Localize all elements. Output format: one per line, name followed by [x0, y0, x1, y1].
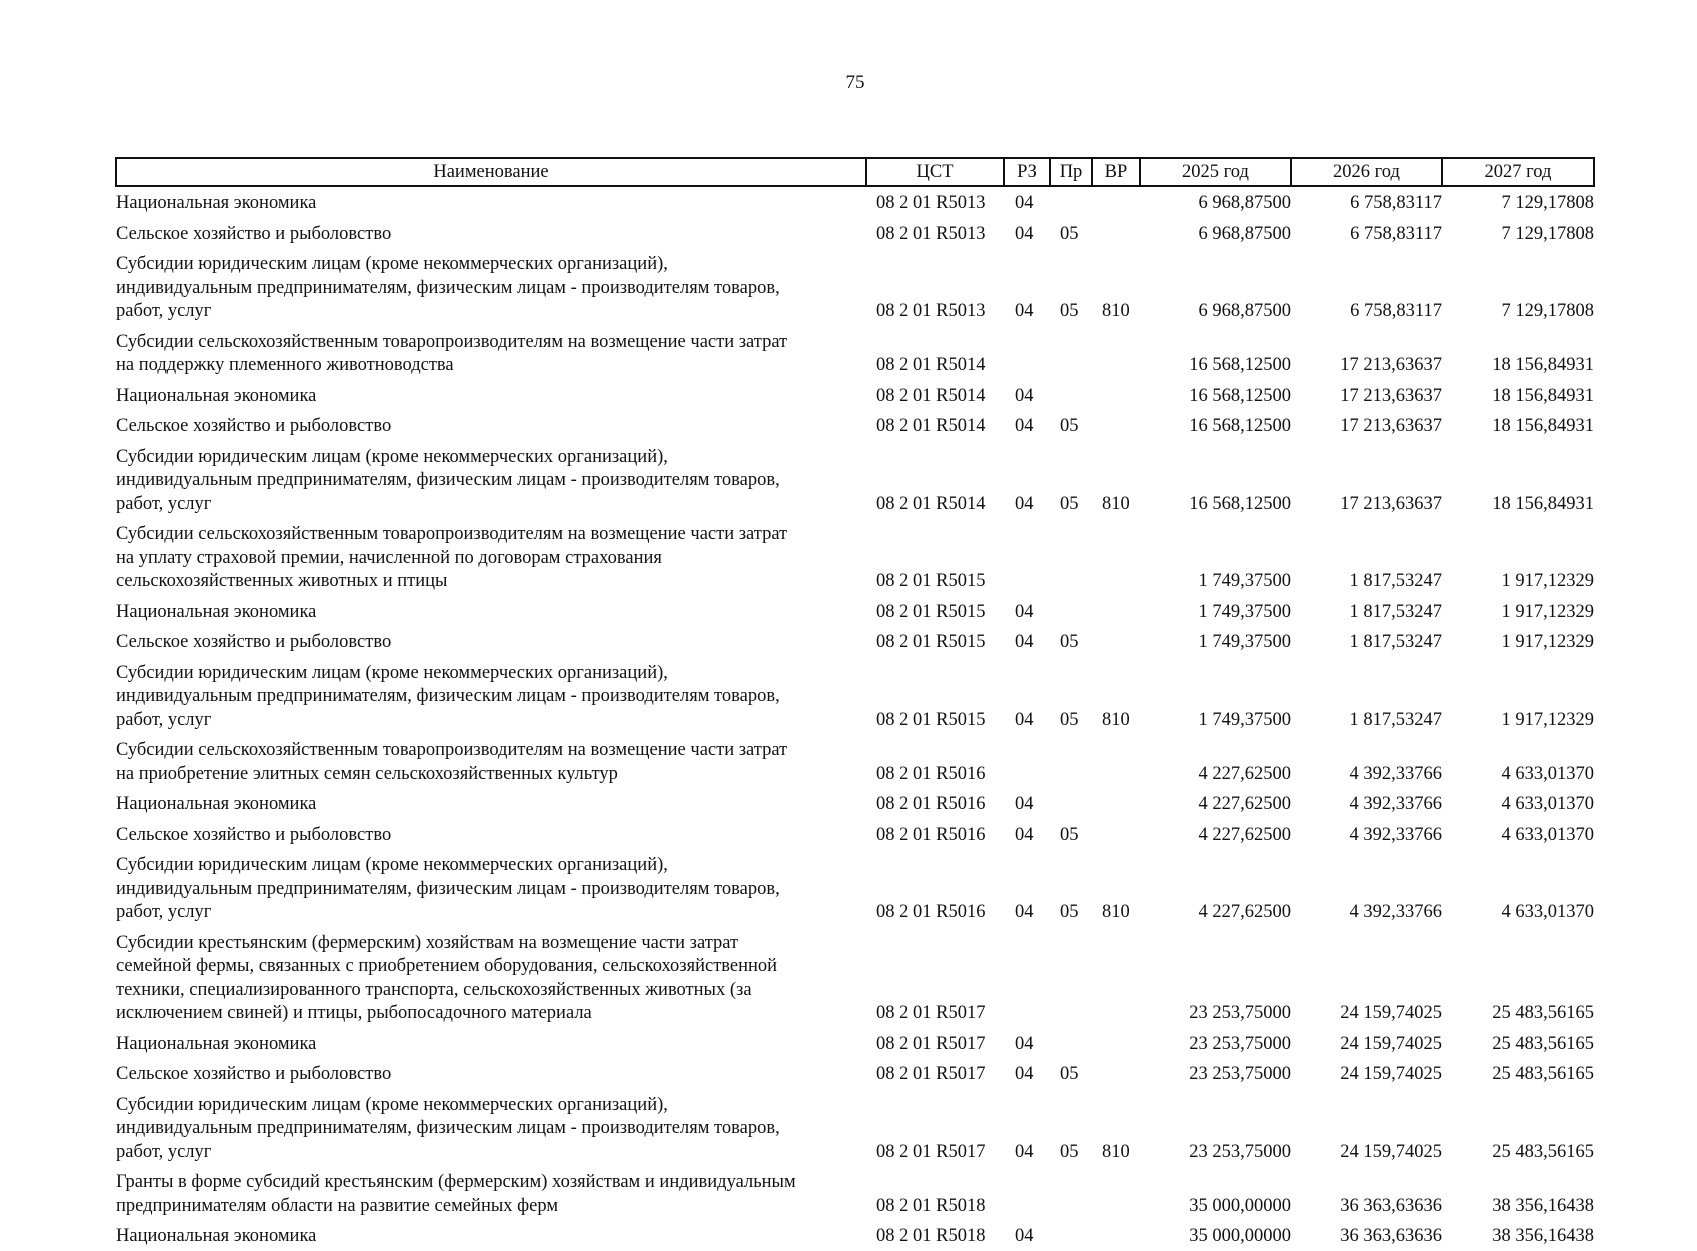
row-2025: 4 227,62500 — [1198, 763, 1291, 784]
row-name — [116, 596, 866, 627]
row-rz: 04 — [1015, 223, 1034, 244]
row-rz: 04 — [1015, 385, 1034, 406]
row-2027: 4 633,01370 — [1501, 824, 1594, 845]
row-name-line: на приобретение элитных семян сельскохозяйственных культур — [116, 763, 618, 784]
row-name — [116, 1089, 866, 1167]
row-name-line: индивидуальным предпринимателям, физическим лицам - производителям товаров, — [116, 277, 780, 298]
row-name — [116, 626, 866, 657]
row-pr — [1050, 788, 1092, 819]
row-rz — [1004, 927, 1050, 1028]
table-row — [116, 518, 1594, 596]
header-pr: Пр — [1050, 158, 1092, 186]
row-2027: 1 917,12329 — [1501, 632, 1594, 652]
row-2025: 6 968,87500 — [1198, 301, 1291, 321]
row-2025: 4 227,62500 — [1198, 794, 1291, 814]
page-number: 75 — [845, 72, 865, 93]
row-cst: 08 2 01 R5014 — [876, 355, 986, 375]
row-2026: 1 817,53247 — [1349, 601, 1442, 622]
table-row — [116, 326, 1594, 380]
row-pr — [1050, 1028, 1092, 1059]
row-2025: 23 253,75000 — [1189, 1064, 1291, 1084]
row-vr — [1092, 380, 1140, 411]
row-2027: 18 156,84931 — [1492, 385, 1594, 406]
row-rz: 04 — [1015, 193, 1034, 213]
row-name-line: индивидуальным предпринимателям, физическим лицам - производителям товаров, — [116, 1118, 780, 1138]
row-2026: 1 817,53247 — [1349, 571, 1442, 591]
row-2025: 16 568,12500 — [1189, 385, 1291, 406]
row-2026: 1 817,53247 — [1349, 709, 1442, 730]
row-name-line: работ, услуг — [116, 709, 212, 730]
row-rz — [1004, 1166, 1050, 1220]
row-2025: 23 253,75000 — [1189, 1003, 1291, 1023]
row-name-line: Сельское хозяйство и рыболовство — [116, 824, 392, 845]
row-pr: 05 — [1060, 1141, 1079, 1162]
row-2025: 1 749,37500 — [1198, 632, 1291, 652]
row-2027: 25 483,56165 — [1492, 1064, 1594, 1084]
row-2026: 17 213,63637 — [1340, 493, 1442, 514]
row-name-line: Сельское хозяйство и рыболовство — [116, 223, 392, 244]
row-pr — [1050, 380, 1092, 411]
row-2025: 4 227,62500 — [1198, 902, 1291, 922]
row-pr: 05 — [1060, 493, 1079, 514]
row-rz — [1004, 734, 1050, 788]
row-2025: 16 568,12500 — [1189, 355, 1291, 375]
header-name: Наименование — [116, 158, 866, 186]
table-body — [116, 186, 1594, 1251]
row-cst: 08 2 01 R5015 — [876, 571, 986, 591]
header-2026: 2026 год — [1291, 158, 1442, 186]
row-2026: 36 363,63636 — [1340, 1195, 1442, 1216]
row-name-line: Национальная экономика — [116, 193, 317, 213]
row-cst: 08 2 01 R5017 — [876, 1064, 986, 1084]
row-rz — [1004, 326, 1050, 380]
row-2026: 24 159,74025 — [1340, 1064, 1442, 1084]
row-name-line: Сельское хозяйство и рыболовство — [116, 416, 392, 436]
row-name-line: предпринимателям области на развитие семейных ферм — [116, 1195, 559, 1216]
row-name — [116, 927, 866, 1028]
row-2026: 36 363,63636 — [1340, 1226, 1442, 1246]
row-name-line: на поддержку племенного животноводства — [116, 355, 454, 375]
row-2026: 24 159,74025 — [1340, 1033, 1442, 1054]
row-vr — [1092, 788, 1140, 819]
row-name-line: индивидуальным предпринимателям, физическим лицам - производителям товаров, — [116, 878, 780, 899]
row-cst: 08 2 01 R5018 — [876, 1226, 986, 1246]
row-pr: 05 — [1060, 223, 1079, 244]
row-2026: 4 392,33766 — [1349, 763, 1442, 784]
row-cst: 08 2 01 R5015 — [876, 709, 986, 730]
row-name-line: сельскохозяйственных животных и птицы — [116, 571, 448, 591]
table-row — [116, 1220, 1594, 1251]
row-name — [116, 410, 866, 441]
table-row — [116, 441, 1594, 519]
row-name-line: Субсидии сельскохозяйственным товаропроизводителям на возмещение части затрат — [116, 524, 788, 544]
row-vr: 810 — [1102, 493, 1130, 514]
table-row — [116, 1166, 1594, 1220]
row-2025: 35 000,00000 — [1189, 1226, 1291, 1246]
row-name-line: исключением свиней) и птицы, рыбопосадочного материала — [116, 1003, 592, 1023]
row-vr — [1092, 518, 1140, 596]
row-cst: 08 2 01 R5017 — [876, 1003, 986, 1023]
row-cst: 08 2 01 R5016 — [876, 902, 986, 922]
table-row — [116, 788, 1594, 819]
row-rz: 04 — [1015, 709, 1034, 730]
row-name-line: работ, услуг — [116, 902, 212, 922]
row-2025: 16 568,12500 — [1189, 416, 1291, 436]
row-2025: 1 749,37500 — [1198, 601, 1291, 622]
row-vr — [1092, 218, 1140, 249]
row-vr — [1092, 1166, 1140, 1220]
table-row — [116, 927, 1594, 1028]
row-cst: 08 2 01 R5018 — [876, 1195, 986, 1216]
row-2026: 4 392,33766 — [1349, 824, 1442, 845]
row-2025: 6 968,87500 — [1198, 193, 1291, 213]
row-2027: 1 917,12329 — [1501, 709, 1594, 730]
row-cst: 08 2 01 R5017 — [876, 1033, 986, 1054]
row-pr — [1050, 1166, 1092, 1220]
table-row — [116, 596, 1594, 627]
row-2026: 17 213,63637 — [1340, 416, 1442, 436]
table-row — [116, 734, 1594, 788]
row-2026: 24 159,74025 — [1340, 1141, 1442, 1162]
row-cst: 08 2 01 R5015 — [876, 632, 986, 652]
row-rz: 04 — [1015, 632, 1034, 652]
row-name — [116, 518, 866, 596]
header-rz: РЗ — [1004, 158, 1050, 186]
row-name-line: работ, услуг — [116, 301, 212, 321]
row-2025: 1 749,37500 — [1198, 571, 1291, 591]
row-2027: 4 633,01370 — [1501, 763, 1594, 784]
row-pr: 05 — [1060, 301, 1079, 321]
row-name — [116, 1166, 866, 1220]
row-name-line: Субсидии юридическим лицам (кроме некоммерческих организаций), — [116, 446, 668, 467]
row-name-line: семейной фермы, связанных с приобретением оборудования, сельскохозяйственной — [116, 956, 778, 976]
row-rz: 04 — [1015, 493, 1034, 514]
row-rz: 04 — [1015, 824, 1034, 845]
row-2025: 23 253,75000 — [1189, 1141, 1291, 1162]
table-row — [116, 186, 1594, 218]
budget-table — [115, 157, 1595, 1251]
row-2025: 23 253,75000 — [1189, 1033, 1291, 1054]
row-rz: 04 — [1015, 1033, 1034, 1054]
row-cst: 08 2 01 R5013 — [876, 193, 986, 213]
row-name — [116, 1028, 866, 1059]
row-name-line: Субсидии юридическим лицам (кроме некоммерческих организаций), — [116, 1094, 668, 1115]
row-vr — [1092, 1058, 1140, 1089]
row-pr — [1050, 596, 1092, 627]
table-row — [116, 410, 1594, 441]
row-name-line: Национальная экономика — [116, 385, 317, 406]
row-vr: 810 — [1102, 301, 1130, 321]
row-vr: 810 — [1102, 902, 1130, 922]
row-rz: 04 — [1015, 1226, 1034, 1246]
row-2027: 18 156,84931 — [1492, 416, 1594, 436]
row-name-line: индивидуальным предпринимателям, физическим лицам - производителям товаров, — [116, 686, 780, 706]
row-2026: 17 213,63637 — [1340, 385, 1442, 406]
row-vr — [1092, 186, 1140, 218]
header-vr: ВР — [1092, 158, 1140, 186]
row-rz: 04 — [1015, 794, 1034, 814]
table-row — [116, 1028, 1594, 1059]
row-rz: 04 — [1015, 1064, 1034, 1084]
row-name — [116, 788, 866, 819]
row-2026: 24 159,74025 — [1340, 1003, 1442, 1023]
row-2025: 16 568,12500 — [1189, 493, 1291, 514]
row-vr — [1092, 626, 1140, 657]
table-row — [116, 626, 1594, 657]
row-2026: 4 392,33766 — [1349, 902, 1442, 922]
row-name-line: Национальная экономика — [116, 1226, 317, 1246]
row-2027: 1 917,12329 — [1501, 571, 1594, 591]
row-2025: 4 227,62500 — [1198, 824, 1291, 845]
row-name-line: индивидуальным предпринимателям, физическим лицам - производителям товаров, — [116, 470, 780, 490]
row-pr — [1050, 927, 1092, 1028]
row-2027: 4 633,01370 — [1501, 902, 1594, 922]
row-vr — [1092, 1220, 1140, 1251]
row-name-line: Национальная экономика — [116, 794, 317, 814]
table-header-row — [116, 158, 1594, 186]
row-rz — [1004, 518, 1050, 596]
row-cst: 08 2 01 R5016 — [876, 763, 986, 784]
row-2027: 25 483,56165 — [1492, 1033, 1594, 1054]
row-name — [116, 248, 866, 326]
row-pr — [1050, 326, 1092, 380]
table-row — [116, 218, 1594, 249]
header-2025: 2025 год — [1140, 158, 1291, 186]
row-vr: 810 — [1102, 709, 1130, 730]
row-name-line: Субсидии сельскохозяйственным товаропроизводителям на возмещение части затрат — [116, 331, 788, 352]
row-name-line: Сельское хозяйство и рыболовство — [116, 632, 392, 652]
row-pr: 05 — [1060, 709, 1079, 730]
row-name — [116, 1220, 866, 1251]
row-name-line: Субсидии юридическим лицам (кроме некоммерческих организаций), — [116, 254, 668, 274]
row-2027: 25 483,56165 — [1492, 1003, 1594, 1023]
row-rz: 04 — [1015, 301, 1034, 321]
row-pr — [1050, 734, 1092, 788]
table-row — [116, 380, 1594, 411]
row-2027: 38 356,16438 — [1492, 1195, 1594, 1216]
row-name-line: работ, услуг — [116, 1141, 212, 1162]
row-2025: 6 968,87500 — [1198, 223, 1291, 244]
row-rz: 04 — [1015, 601, 1034, 622]
row-2026: 6 758,83117 — [1350, 193, 1442, 213]
row-2027: 7 129,17808 — [1501, 223, 1594, 244]
row-2027: 4 633,01370 — [1501, 794, 1594, 814]
row-pr: 05 — [1060, 416, 1079, 436]
row-2026: 6 758,83117 — [1350, 301, 1442, 321]
row-rz: 04 — [1015, 416, 1034, 436]
header-cst: ЦСТ — [866, 158, 1004, 186]
row-2026: 4 392,33766 — [1349, 794, 1442, 814]
row-pr — [1050, 1220, 1092, 1251]
row-2027: 25 483,56165 — [1492, 1141, 1594, 1162]
header-2027: 2027 год — [1442, 158, 1594, 186]
row-2025: 35 000,00000 — [1189, 1195, 1291, 1216]
row-2025: 1 749,37500 — [1198, 709, 1291, 730]
row-vr — [1092, 819, 1140, 850]
row-2027: 7 129,17808 — [1501, 193, 1594, 213]
row-name — [116, 186, 866, 218]
row-name-line: техники, специализированного транспорта, сельскохозяйственных животных (за — [116, 979, 752, 1000]
row-2026: 6 758,83117 — [1350, 223, 1442, 244]
row-pr — [1050, 518, 1092, 596]
row-vr — [1092, 734, 1140, 788]
row-name — [116, 657, 866, 735]
row-vr — [1092, 1028, 1140, 1059]
row-cst: 08 2 01 R5017 — [876, 1141, 986, 1162]
table-row — [116, 1058, 1594, 1089]
row-cst: 08 2 01 R5013 — [876, 223, 986, 244]
table-row — [116, 819, 1594, 850]
row-name-line: Гранты в форме субсидий крестьянским (фермерским) хозяйствам и индивидуальным — [116, 1172, 796, 1192]
table-row — [116, 657, 1594, 735]
row-2026: 1 817,53247 — [1349, 632, 1442, 652]
row-name-line: на уплату страховой премии, начисленной по договорам страхования — [116, 547, 662, 568]
row-name-line: Сельское хозяйство и рыболовство — [116, 1064, 392, 1084]
row-cst: 08 2 01 R5014 — [876, 385, 986, 406]
row-name — [116, 380, 866, 411]
row-cst: 08 2 01 R5016 — [876, 824, 986, 845]
row-cst: 08 2 01 R5014 — [876, 493, 986, 514]
row-name — [116, 734, 866, 788]
row-name — [116, 326, 866, 380]
row-pr: 05 — [1060, 632, 1079, 652]
row-pr: 05 — [1060, 824, 1079, 845]
row-vr — [1092, 927, 1140, 1028]
row-vr: 810 — [1102, 1141, 1130, 1162]
row-2027: 7 129,17808 — [1501, 301, 1594, 321]
row-2027: 38 356,16438 — [1492, 1226, 1594, 1246]
table-row — [116, 849, 1594, 927]
row-name-line: Субсидии юридическим лицам (кроме некоммерческих организаций), — [116, 662, 668, 683]
row-rz: 04 — [1015, 902, 1034, 922]
row-name-line: Субсидии юридическим лицам (кроме некоммерческих организаций), — [116, 855, 668, 875]
row-name-line: Субсидии сельскохозяйственным товаропроизводителям на возмещение части затрат — [116, 740, 788, 760]
row-name-line: работ, услуг — [116, 493, 212, 514]
row-cst: 08 2 01 R5013 — [876, 301, 986, 321]
row-cst: 08 2 01 R5014 — [876, 416, 986, 436]
row-pr — [1050, 186, 1092, 218]
row-name — [116, 849, 866, 927]
row-name — [116, 1058, 866, 1089]
row-vr — [1092, 410, 1140, 441]
row-name-line: Национальная экономика — [116, 1033, 317, 1054]
row-2027: 18 156,84931 — [1492, 355, 1594, 375]
row-name — [116, 819, 866, 850]
row-cst: 08 2 01 R5016 — [876, 794, 986, 814]
row-rz: 04 — [1015, 1141, 1034, 1162]
row-2027: 1 917,12329 — [1501, 601, 1594, 622]
row-name — [116, 441, 866, 519]
row-name — [116, 218, 866, 249]
row-vr — [1092, 596, 1140, 627]
row-2026: 17 213,63637 — [1340, 355, 1442, 375]
row-cst: 08 2 01 R5015 — [876, 601, 986, 622]
table-row — [116, 248, 1594, 326]
row-2027: 18 156,84931 — [1492, 493, 1594, 514]
row-name-line: Субсидии крестьянским (фермерским) хозяйствам на возмещение части затрат — [116, 932, 739, 953]
table-row — [116, 1089, 1594, 1167]
row-pr: 05 — [1060, 902, 1079, 922]
row-pr: 05 — [1060, 1064, 1079, 1084]
row-vr — [1092, 326, 1140, 380]
row-name-line: Национальная экономика — [116, 601, 317, 622]
